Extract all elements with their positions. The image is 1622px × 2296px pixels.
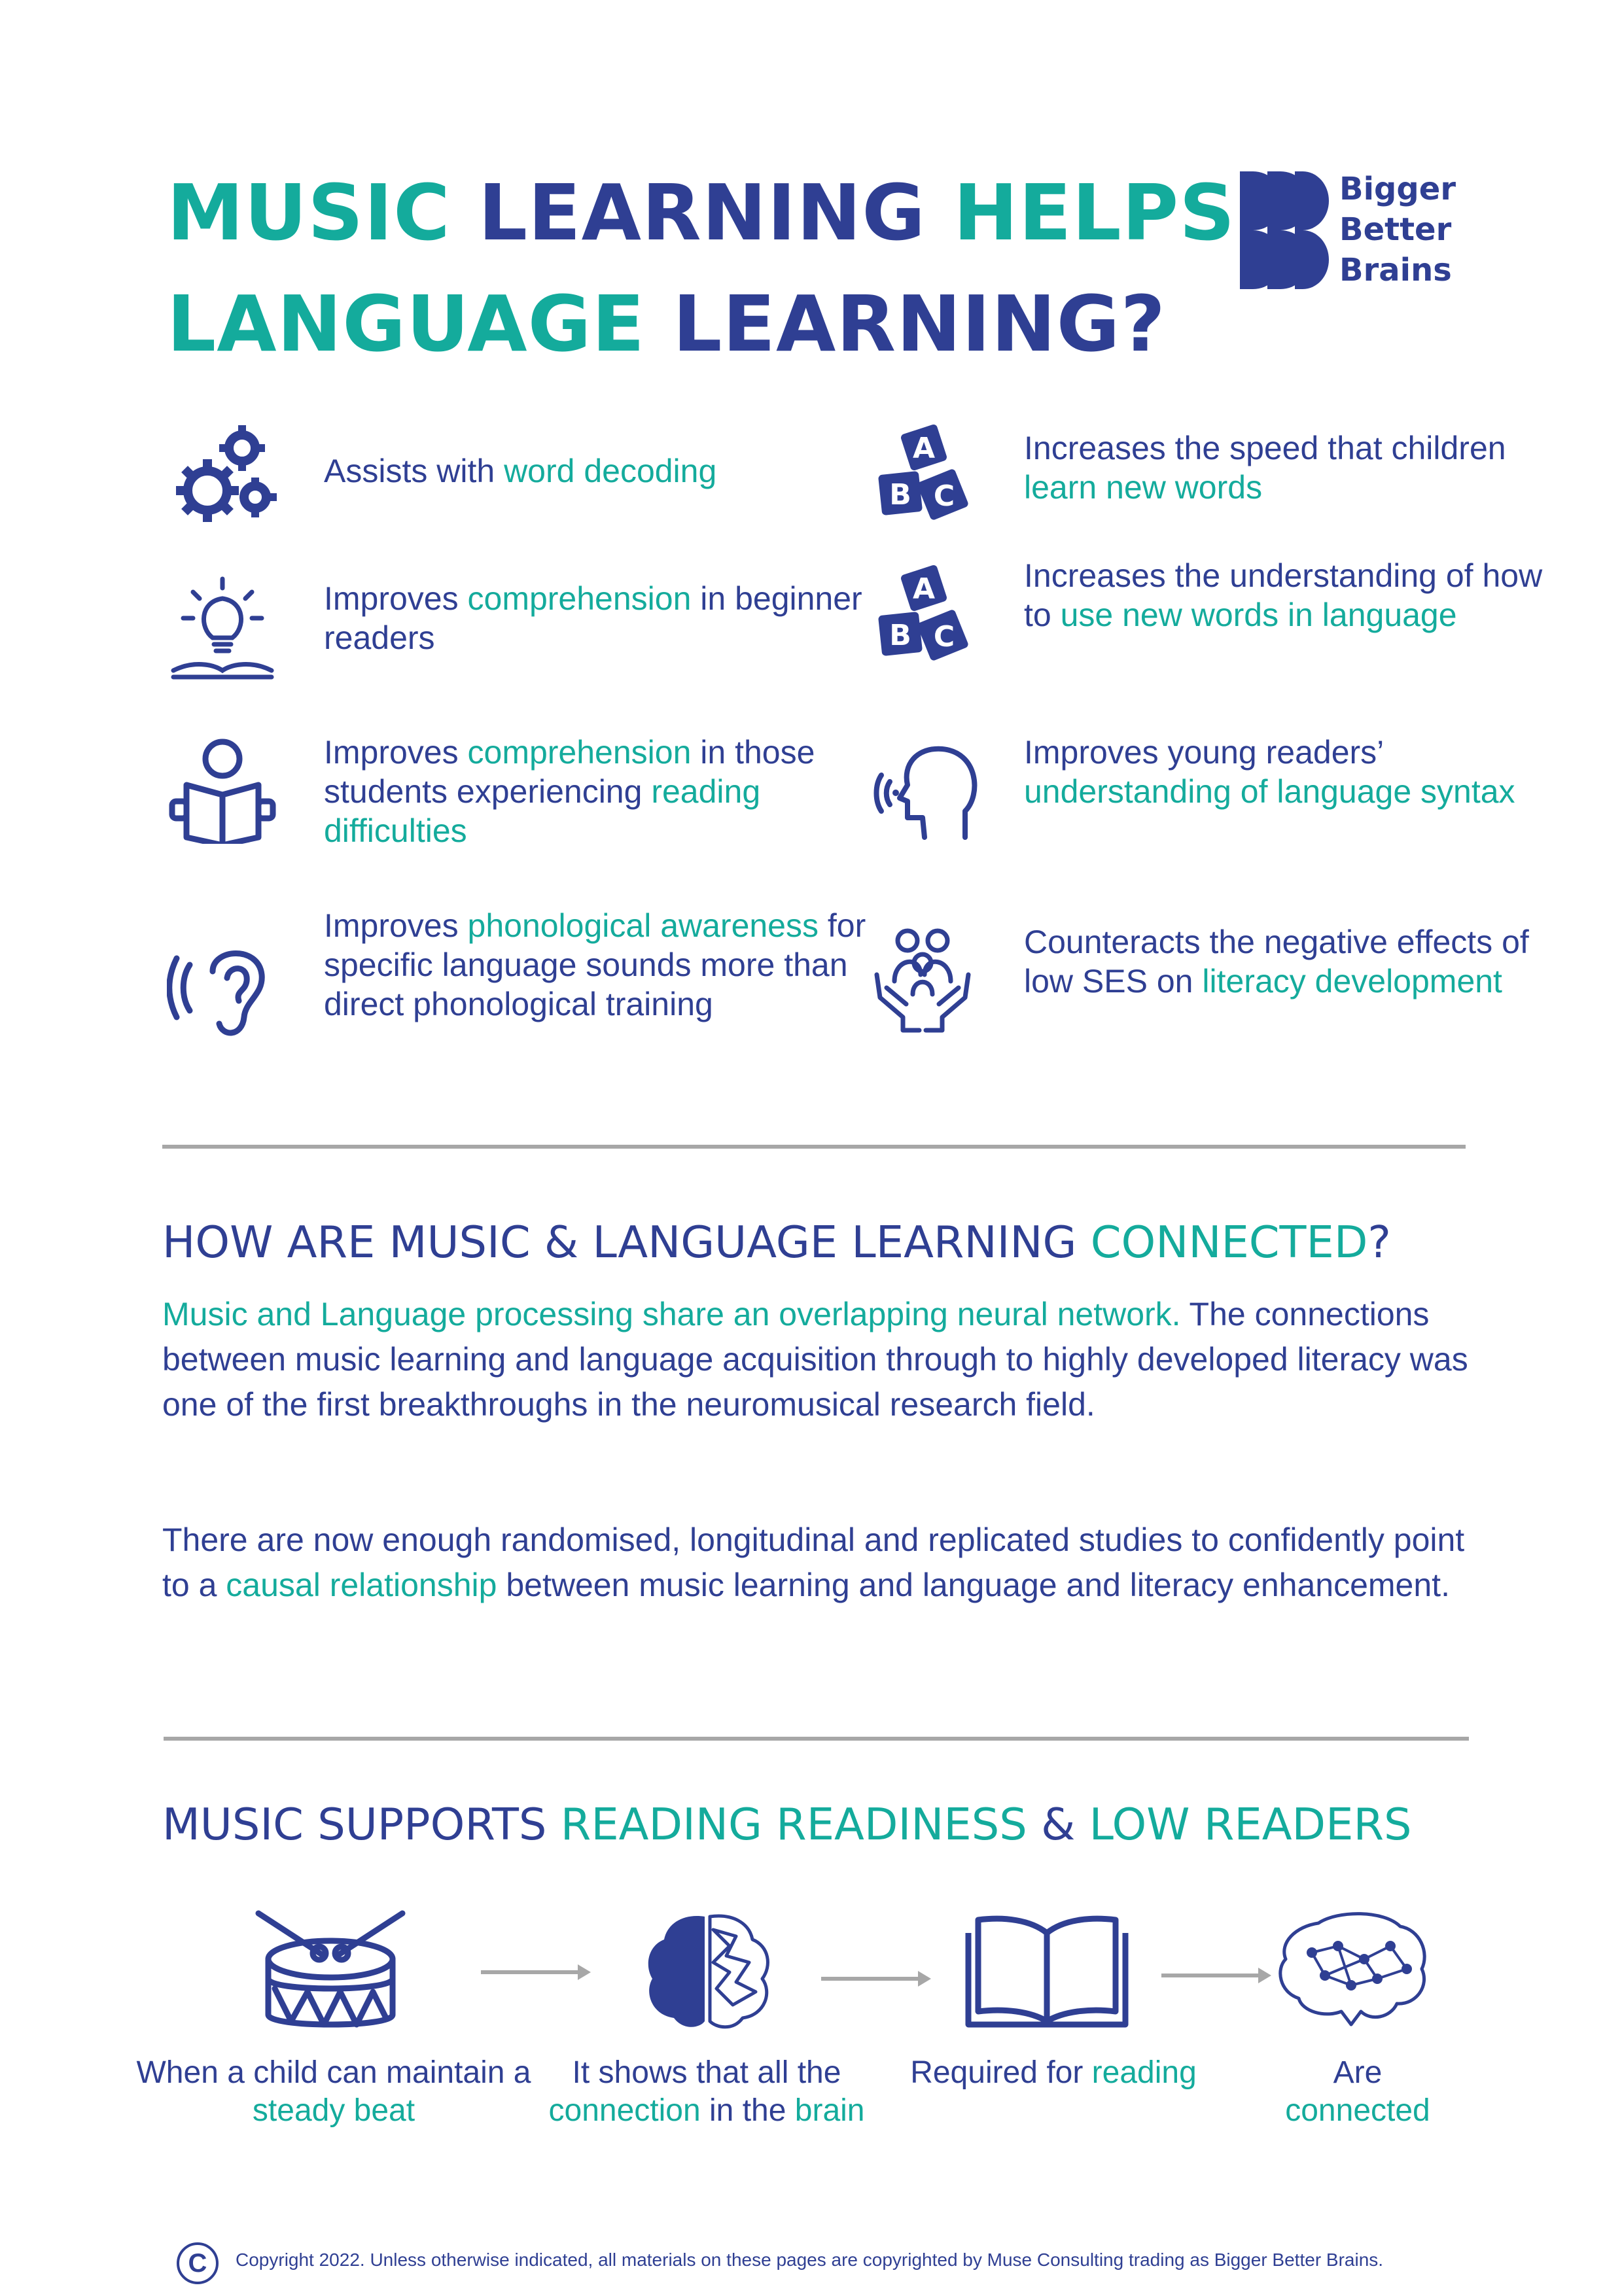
svg-text:A: A	[912, 572, 936, 606]
section-heading-connected: HOW ARE MUSIC & LANGUAGE LEARNING CONNECTED?	[162, 1217, 1391, 1268]
abc-blocks-icon	[867, 563, 978, 674]
feature-comprehension-difficulty	[167, 733, 887, 863]
step-connected: Are connected	[1285, 2055, 1430, 2128]
half-brain-icon	[638, 1910, 775, 2034]
feature-text: Improves comprehension in those students experiencing reading difficulties	[324, 734, 815, 849]
svg-text:B: B	[889, 478, 911, 512]
svg-text:A: A	[912, 432, 936, 465]
feature-text: Improves comprehension in beginner readers	[324, 580, 862, 656]
open-book-icon	[965, 1907, 1129, 2031]
copyright-icon: C	[177, 2242, 219, 2284]
gears-icon	[167, 419, 278, 530]
arrow-icon	[1161, 1966, 1273, 1985]
reader-icon	[167, 733, 278, 844]
ear-icon	[167, 932, 278, 1043]
feature-text: Counteracts the negative effects of low SES on literacy development	[1024, 924, 1529, 1000]
feature-text: Improves young readers’ understanding of language syntax	[1024, 734, 1515, 810]
divider	[164, 1737, 1469, 1741]
logo-text: Bigger Better Brains	[1339, 171, 1456, 288]
logo-mark-icon	[1240, 171, 1331, 289]
feature-word-decoding	[167, 419, 887, 536]
feature-phonological	[167, 906, 887, 1076]
svg-text:C: C	[933, 620, 955, 653]
feature-syntax	[867, 733, 1587, 863]
page-title	[167, 157, 1235, 379]
step-steady-beat: When a child can maintain a steady beat	[136, 2055, 531, 2128]
section-heading-readers: MUSIC SUPPORTS READING READINESS & LOW READERS	[162, 1799, 1412, 1850]
family-hands-icon	[867, 922, 978, 1034]
feature-text: Increases the speed that children learn new words	[1024, 430, 1506, 506]
feature-speed-words	[867, 422, 1587, 527]
lightbulb-book-icon	[167, 572, 278, 684]
step-brain-connection: It shows that all the connection in the brain	[548, 2055, 865, 2128]
paragraph-causal: There are now enough randomised, longitudinal and replicated studies to confidently point to a causal relationship between music learning and language and literacy enhancement.	[162, 1522, 1465, 1603]
paragraph-neural-network: Music and Language processing share an overlapping neural network. The connections between music learning and language acquisition through to highly developed literacy was one of the first breakthroughs in the neuromusical research field.	[162, 1296, 1468, 1423]
feature-text: Improves phonological awareness for specific language sounds more than direct phonological training	[324, 907, 866, 1022]
brain-network-icon	[1273, 1907, 1436, 2031]
svg-text:B: B	[889, 619, 911, 652]
feature-ses	[867, 922, 1587, 1053]
brand-logo	[1240, 169, 1456, 293]
feature-use-words	[867, 557, 1587, 687]
divider	[162, 1145, 1466, 1149]
svg-text:C: C	[933, 479, 955, 513]
feature-comprehension-beginner	[167, 572, 887, 690]
title-line-1: MUSIC LEARNING HELPS	[167, 167, 1236, 258]
copyright-text: Copyright 2022. Unless otherwise indicated, all materials on these pages are copyrighted by Muse Consulting trading as Bigger Better Brains.	[236, 2250, 1384, 2270]
abc-blocks-icon	[867, 422, 978, 533]
step-reading: Required for reading	[910, 2055, 1197, 2090]
drum-icon	[255, 1910, 406, 2034]
title-line-2: LANGUAGE LEARNING?	[167, 279, 1166, 369]
speaking-head-icon	[867, 733, 978, 844]
feature-text: Increases the understanding of how to use new words in language	[1024, 557, 1543, 633]
arrow-icon	[481, 1962, 592, 1982]
feature-text: Assists with word decoding	[324, 453, 717, 489]
arrow-icon	[821, 1969, 932, 1989]
